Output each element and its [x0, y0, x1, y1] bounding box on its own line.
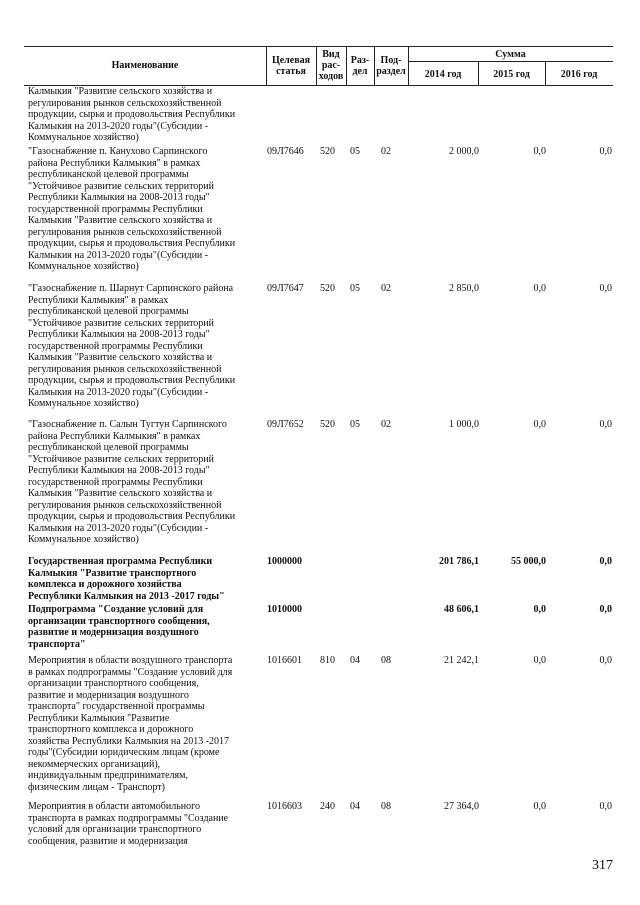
row-podrazdel: 08	[381, 655, 391, 666]
row-2015: 0,0	[533, 146, 546, 157]
row-name: Государственная программа Республики Калмыкия "Развитие транспортного комплекса и дорожного хозяйства Республики Калмыкия на 2013 -2017 годы"	[28, 556, 225, 602]
row-2016: 0,0	[599, 655, 612, 666]
row-2015: 0,0	[533, 283, 546, 294]
row-code: 1016601	[267, 655, 302, 666]
row-2014: 27 364,0	[444, 801, 479, 812]
row-2014: 48 606,1	[444, 604, 479, 615]
summa-divider	[408, 61, 613, 62]
row-razdel: 04	[350, 655, 360, 666]
row-code: 1000000	[267, 556, 302, 567]
row-2014: 2 000,0	[449, 146, 479, 157]
header-2016: 2016 год	[560, 69, 598, 80]
row-code: 1010000	[267, 604, 302, 615]
row-vid: 240	[320, 801, 335, 812]
row-name: "Газоснабжение п. Шарнут Сарпинского района Республики Калмыкия" в рамках республиканской целевой программы "Устойчивое развитие сельских территорий Республики Калмыкия на 2008-2013 годы" государственной программы Республики Калмыкия "Развитие сельского хозяйства и регулирования рынков сельскохозяйственной продукции, сырья и продовольствия Республики Калмыкия на 2013-2020 годы"(Субсидии - Коммунальное хозяйство)	[28, 283, 236, 409]
row-2015: 0,0	[533, 801, 546, 812]
row-podrazdel: 08	[381, 801, 391, 812]
row-2016: 0,0	[599, 604, 612, 615]
row-vid: 520	[320, 419, 335, 430]
row-name: "Газоснабжение п. Салын Тугтун Сарпинского района Республики Калмыкия" в рамках республиканской целевой программы "Устойчивое развитие сельских территорий Республики Калмыкия на 2008-2013 годы" государственной программы Республики Калмыкия "Развитие сельского хозяйства и регулирования рынков сельскохозяйственной продукции, сырья и продовольствия Республики Калмыкия на 2013-2020 годы"(Субсидии - Коммунальное хозяйство)	[28, 419, 236, 545]
row-vid: 810	[320, 655, 335, 666]
row-razdel: 05	[350, 283, 360, 294]
row-code: 09Л7647	[267, 283, 304, 294]
row-2016: 0,0	[599, 419, 612, 430]
row-2015: 55 000,0	[511, 556, 546, 567]
row-2016: 0,0	[599, 146, 612, 157]
row-2016: 0,0	[599, 801, 612, 812]
row-code: 09Л7652	[267, 419, 304, 430]
row-2014: 21 242,1	[444, 655, 479, 666]
row-vid: 520	[320, 283, 335, 294]
header-summa: Сумма	[495, 49, 526, 60]
header-podrazdel: Под- раздел	[376, 55, 406, 77]
row-code: 1016603	[267, 801, 302, 812]
row-name: "Газоснабжение п. Канухово Сарпинского района Республики Калмыкия" в рамках республиканской целевой программы "Устойчивое развитие сельских территорий Республики Калмыкия на 2008-2013 годы" государственной программы Республики Калмыкия "Развитие сельского хозяйства и регулирования рынков сельскохозяйственной продукции, сырья и продовольствия Республики Калмыкия на 2013-2020 годы"(Субсидии - Коммунальное хозяйство)	[28, 146, 236, 272]
header-target: Целевая статья	[271, 55, 311, 77]
row-name: Мероприятия в области воздушного транспорта в рамках подпрограммы "Создание условий для организации транспортного сообщения, развитие и модернизация воздушного транспорта" государственной программы Республики Калмыкия "Развитие транспортного комплекса и дорожного хозяйства Республики Калмыкия на 2013 -2017 годы"(Субсидии юридическим лицам (кроме некоммерческих организаций), индивидуальным предпринимателям, физическим лицам - Транспорт)	[28, 655, 233, 793]
row-podrazdel: 02	[381, 419, 391, 430]
row-vid: 520	[320, 146, 335, 157]
row-podrazdel: 02	[381, 283, 391, 294]
header-razdel: Раз- дел	[350, 55, 370, 77]
row-2015: 0,0	[533, 655, 546, 666]
row-code: 09Л7646	[267, 146, 304, 157]
row-razdel: 05	[350, 419, 360, 430]
row-podrazdel: 02	[381, 146, 391, 157]
row-2016: 0,0	[599, 283, 612, 294]
header-2015: 2015 год	[493, 69, 530, 80]
row-name: Подпрограмма "Создание условий для организации транспортного сообщения, развитие и модернизация воздушного транспорта"	[28, 604, 210, 650]
table-header	[24, 46, 613, 86]
row-2015: 0,0	[533, 604, 546, 615]
row-2014: 201 786,1	[439, 556, 479, 567]
row-razdel: 04	[350, 801, 360, 812]
row-2014: 2 850,0	[449, 283, 479, 294]
row-razdel: 05	[350, 146, 360, 157]
row-2015: 0,0	[533, 419, 546, 430]
row-2014: 1 000,0	[449, 419, 479, 430]
header-name: Наименование	[111, 60, 179, 71]
row-name: Мероприятия в области автомобильного транспорта в рамках подпрограммы "Создание условий для организации транспортного сообщения, развитие и модернизация	[28, 801, 229, 847]
row-name: Калмыкия "Развитие сельского хозяйства и регулирования рынков сельскохозяйственной продукции, сырья и продовольствия Республики Калмыкия на 2013-2020 годы"(Субсидии - Коммунальное хозяйство)	[28, 86, 236, 143]
header-2014: 2014 год	[424, 69, 462, 80]
page-number: 317	[592, 858, 613, 873]
header-vid: Вид рас- ходов	[318, 49, 344, 82]
row-2016: 0,0	[599, 556, 612, 567]
